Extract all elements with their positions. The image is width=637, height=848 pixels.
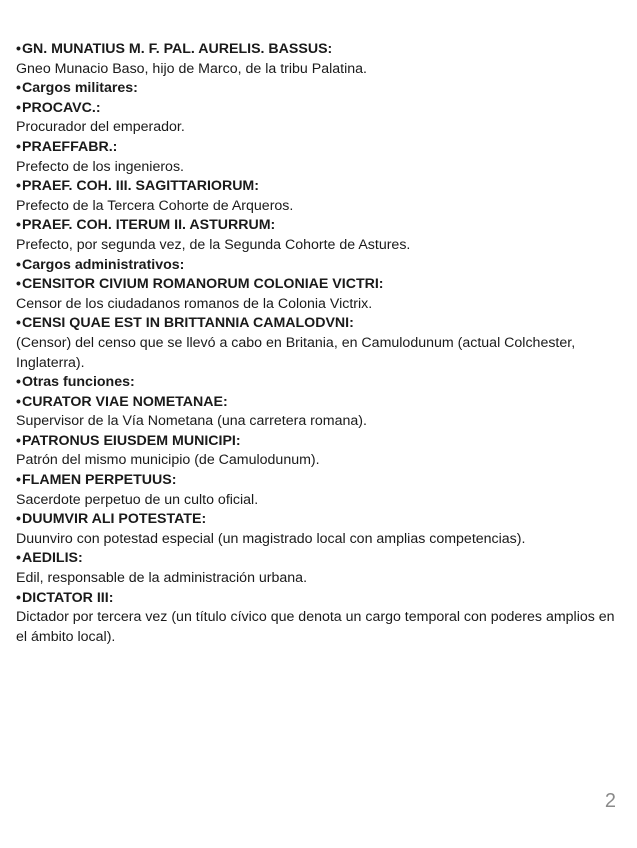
entry-heading: •PRAEF. COH. III. SAGITTARIORUM: xyxy=(16,177,616,197)
section-military xyxy=(16,79,616,99)
entry-heading: •AEDILIS: xyxy=(16,549,616,569)
bullet: • xyxy=(16,550,21,567)
entry-procavc xyxy=(16,99,616,138)
bullet: • xyxy=(16,80,21,97)
section-other-functions xyxy=(16,373,616,393)
entry-description: Sacerdote perpetuo de un culto oficial. xyxy=(16,491,259,508)
entry-description: Censor de los ciudadanos romanos de la Colonia Victrix. xyxy=(16,295,373,312)
entry-praef-sagittariorum xyxy=(16,177,616,216)
entry-heading: •DUUMVIR ALI POTESTATE: xyxy=(16,510,616,530)
section-heading: •Cargos militares: xyxy=(16,79,616,99)
section-heading: •Otras funciones: xyxy=(16,373,616,393)
entry-description: Supervisor de la Vía Nometana (una carretera romana). xyxy=(16,413,367,430)
entry-flamen xyxy=(16,471,616,510)
document-body xyxy=(16,40,616,647)
entry-description: (Censor) del censo que se llevó a cabo en Britania, en Camulodunum (actual Colchester, Inglaterra). xyxy=(16,334,576,371)
bullet: • xyxy=(16,432,21,449)
entry-description: Gneo Munacio Baso, hijo de Marco, de la tribu Palatina. xyxy=(16,60,367,77)
entry-description: Prefecto, por segunda vez, de la Segunda Cohorte de Astures. xyxy=(16,236,411,253)
bullet: • xyxy=(16,276,21,293)
entry-name xyxy=(16,40,616,79)
entry-heading: •PATRONUS EIUSDEM MUNICIPI: xyxy=(16,432,616,452)
entry-heading: •GN. MUNATIUS M. F. PAL. AURELIS. BASSUS: xyxy=(16,40,616,60)
entry-description: Patrón del mismo municipio (de Camulodunum). xyxy=(16,452,320,469)
entry-censitor xyxy=(16,275,616,314)
entry-praef-asturrum xyxy=(16,216,616,255)
bullet: • xyxy=(16,256,21,273)
entry-description: Duunviro con potestad especial (un magistrado local con amplias competencias). xyxy=(16,530,526,547)
entry-aedilis xyxy=(16,549,616,588)
entry-duumvir xyxy=(16,510,616,549)
entry-curator xyxy=(16,393,616,432)
entry-description: Prefecto de la Tercera Cohorte de Arqueros. xyxy=(16,197,294,214)
bullet: • xyxy=(16,138,21,155)
entry-heading: •CENSITOR CIVIUM ROMANORUM COLONIAE VICTRI: xyxy=(16,275,616,295)
entry-heading: •PRAEF. COH. ITERUM II. ASTURRUM: xyxy=(16,216,616,236)
bullet: • xyxy=(16,217,21,234)
bullet: • xyxy=(16,393,21,410)
entry-censi xyxy=(16,314,616,373)
entry-heading: •PROCAVC.: xyxy=(16,99,616,119)
bullet: • xyxy=(16,315,21,332)
entry-heading: •PRAEFFABR.: xyxy=(16,138,616,158)
entry-description: Dictador por tercera vez (un título cívico que denota un cargo temporal con poderes amplios en el ámbito local). xyxy=(16,609,615,645)
section-administrative xyxy=(16,256,616,276)
entry-heading: •CURATOR VIAE NOMETANAE: xyxy=(16,393,616,413)
bullet: • xyxy=(16,41,21,57)
entry-dictator xyxy=(16,589,616,648)
bullet: • xyxy=(16,99,21,116)
entry-heading: •DICTATOR III: xyxy=(16,589,616,609)
bullet: • xyxy=(16,472,21,489)
bullet: • xyxy=(16,589,21,606)
entry-description: Procurador del emperador. xyxy=(16,119,185,136)
section-heading: •Cargos administrativos: xyxy=(16,256,616,276)
entry-heading: •FLAMEN PERPETUUS: xyxy=(16,471,616,491)
entry-heading: •CENSI QUAE EST IN BRITTANNIA CAMALODVNI: xyxy=(16,314,616,334)
entry-description: Edil, responsable de la administración urbana. xyxy=(16,570,308,587)
bullet: • xyxy=(16,511,21,528)
entry-description: Prefecto de los ingenieros. xyxy=(16,158,184,175)
page-number: 2 xyxy=(604,790,616,812)
bullet: • xyxy=(16,178,21,195)
entry-patronus xyxy=(16,432,616,471)
bullet: • xyxy=(16,374,21,391)
entry-praeffabr xyxy=(16,138,616,177)
